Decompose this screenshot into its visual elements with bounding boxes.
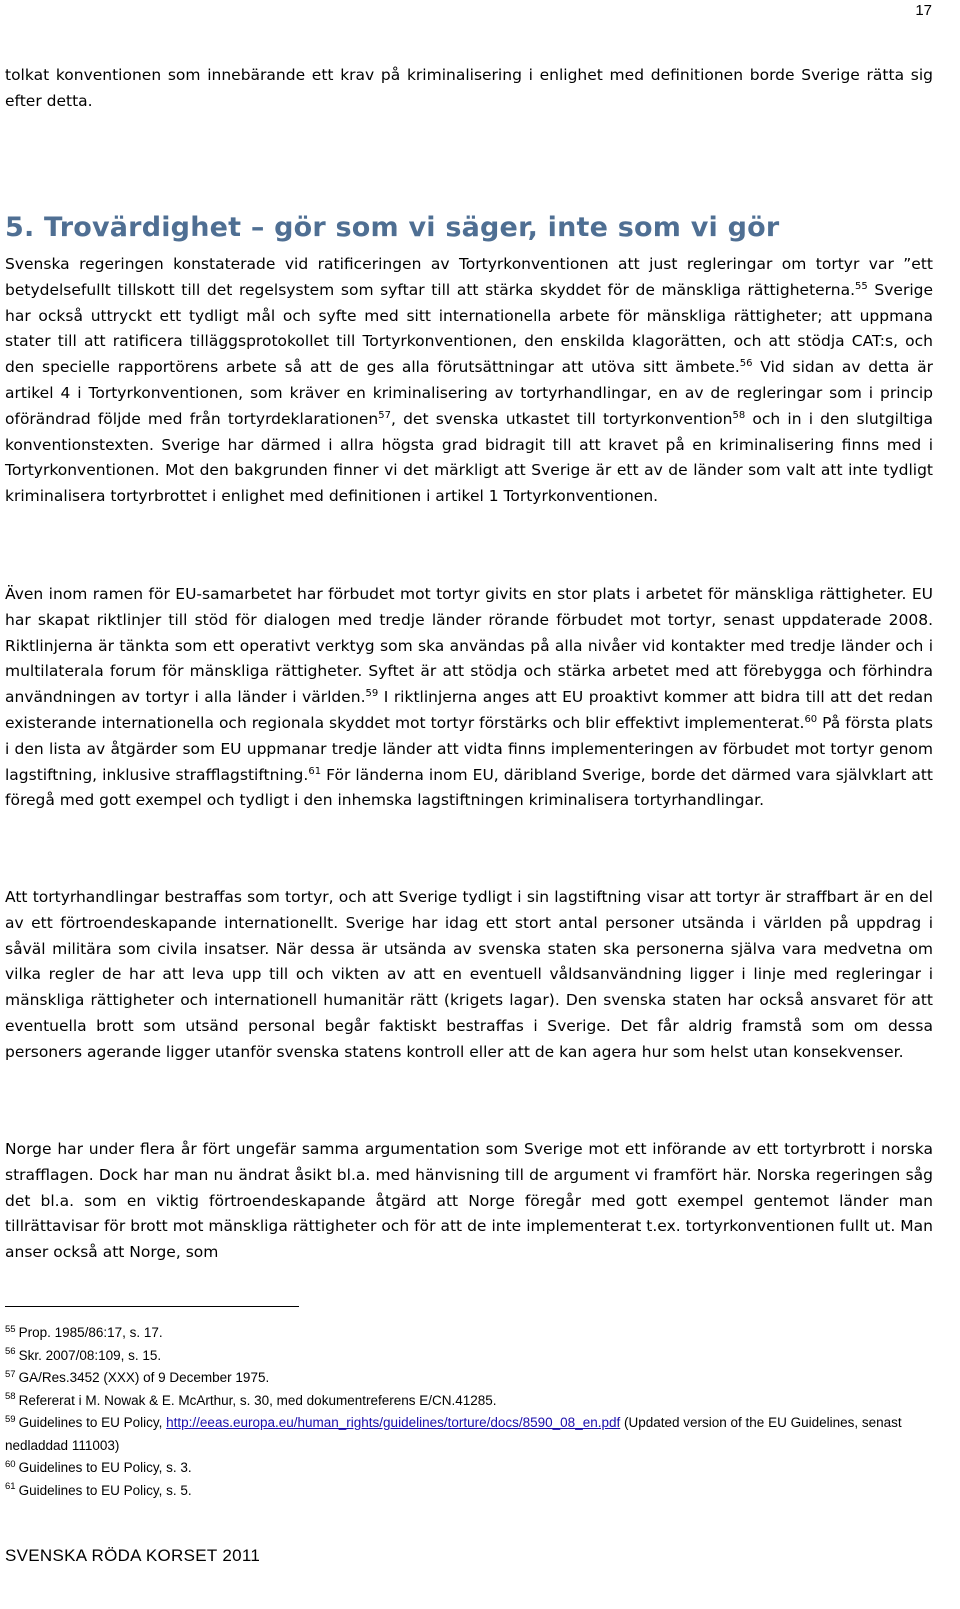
paragraph-4: Norge har under flera år fört ungefär samma argumentation som Sverige mot ett införande av ett tortyrbrott i norska strafflagen. Dock har man nu ändrat åsikt bl.a. med hänvisning till de argument vi framfört här. Norska regeringen såg det bl.a. som en viktig förtroendeskapande åtgärd att Norge föregår med gott exempel gentemot länder man tillrättavisar för brott mot mänskliga rättigheter och för att de inte implementerat t.ex. tortyrkonventionen fullt ut. Man anser också att Norge, som: [5, 1140, 933, 1262]
paragraph-1-text: Vid sidan av detta är artikel 4 i Tortyrkonventionen, som kräver en kriminalisering av tortyrhandlingar, en av de regleringar som i princip oförändrad följde med från tortyrdeklarationen: [5, 358, 933, 428]
footnote-ref-58[interactable]: 58: [732, 409, 746, 421]
footnote-text: Prop. 1985/86:17, s. 17.: [18, 1325, 163, 1340]
footnote-item: [5, 1412, 935, 1457]
page-footer: SVENSKA RÖDA KORSET 2011: [5, 1546, 261, 1565]
section-heading: 5. Trovärdighet – gör som vi säger, inte som vi gör: [5, 212, 780, 243]
paragraph-2-text: På första plats i den lista av åtgärder som EU uppmanar tredje länder att vidta finns implementeringen av förbudet mot tortyr genom lagstiftning, inklusive strafflagstiftning.: [5, 713, 933, 784]
guidelines-link[interactable]: http://eeas.europa.eu/human_rights/guidelines/torture/docs/8590_08_en.pdf: [166, 1415, 621, 1430]
footnote-item: [5, 1345, 935, 1368]
footnote-text: GA/Res.3452 (XXX) of 9 December 1975.: [18, 1370, 270, 1385]
footnote-text: (Updated version of the EU Guidelines, senast nedladdad 111003): [5, 1415, 902, 1453]
page-number: 17: [915, 2, 932, 19]
paragraph-2-text: I riktlinjerna anges att EU proaktivt kommer att bidra till att det redan existerande internationella och regionala skyddet mot tortyr förstärks och blir effektivt implementerat.: [5, 688, 933, 732]
footnote-item: [5, 1480, 935, 1503]
footnote-number: 57: [5, 1368, 16, 1380]
footnote-number: 55: [5, 1323, 16, 1335]
paragraph-3: Att tortyrhandlingar bestraffas som tortyr, och att Sverige tydligt i sin lagstiftning visar att tortyr är straffbart är en del av ett förtroendeskapande internationellt. Sverige har idag ett stort antal personer utsända i världen på uppdrag i såväl militära som civila insatser. När dessa är utsända av svenska staten ska personerna själva vara medvetna om vilka regler de har att leva upp till och vikten av att en eventuell våldsanvändning ligger i linje med regleringar i mänskliga rättigheter och internationell humanitär rätt (krigets lagar). Den svenska staten har också ansvaret för att eventuella brott som utsänd personal begår faktiskt bestraffas i Sverige. Det får aldrig framstå som om dessa personers agerande ligger utanför svenska statens kontroll eller att de kan agera hur som helst utan konsekvenser.: [5, 888, 933, 1061]
footnote-number: 61: [5, 1481, 16, 1492]
footnote-text: Guidelines to EU Policy, s. 3.: [18, 1460, 192, 1475]
footnote-ref-61[interactable]: 61: [308, 765, 322, 777]
footnote-number: 56: [5, 1346, 16, 1357]
footnote-item: [5, 1322, 935, 1345]
footnote-item: [5, 1390, 935, 1413]
paragraph-1: [5, 252, 933, 510]
footnote-ref-59[interactable]: 59: [365, 688, 379, 700]
footnote-item: [5, 1457, 935, 1480]
footnote-ref-55[interactable]: 55: [855, 280, 868, 292]
footnote-item: [5, 1367, 935, 1390]
paragraph-2-text: Även inom ramen för EU-samarbetet har förbudet mot tortyr givits en stor plats i arbetet för mänskliga rättigheter. EU har skapat riktlinjer till stöd för dialogen med tredje länder rörande förbudet mot tortyr, senast uppdaterade 2008. Riktlinjerna är tänkta som ett operativt verktyg som ska användas på alla nivåer vid kontakter med tredje länder och i multilaterala forum för mänskliga rättigheter. Syftet är att stödja och stärka arbetet med att förebygga och förhindra användningen av tortyr i alla länder i världen.: [5, 585, 933, 707]
footnote-number: 58: [5, 1391, 16, 1402]
footnote-ref-57[interactable]: 57: [378, 409, 391, 421]
paragraph-1-text: Sverige har också uttryckt ett tydligt mål och syfte med sitt internationella arbete för mänskliga rättigheter; att uppmana stater till att ratificera tilläggsprotokollet till Tortyrkonventionen, den enskilda klagorätten, och att stödja CAT:s, och den specielle rapportörens arbete så att de ges alla förutsättningar att utöva sitt ämbete.: [5, 280, 933, 377]
footnote-text: Skr. 2007/08:109, s. 15.: [18, 1347, 162, 1363]
footnote-ref-56[interactable]: 56: [739, 358, 753, 370]
footnote-text: Refererat i M. Nowak & E. McArthur, s. 30, med dokumentreferens E/CN.41285.: [18, 1392, 497, 1408]
footnote-number: 59: [5, 1413, 16, 1425]
footnote-text: Guidelines to EU Policy,: [18, 1415, 167, 1430]
intro-paragraph: tolkat konventionen som innebärande ett krav på kriminalisering i enlighet med definitionen borde Sverige rätta sig efter detta.: [5, 66, 933, 110]
footnote-separator: [5, 1306, 299, 1307]
footnote-number: 60: [5, 1458, 16, 1470]
footnote-text: Guidelines to EU Policy, s. 5.: [18, 1482, 192, 1498]
footnote-ref-60[interactable]: 60: [804, 713, 818, 725]
footnote-list: [5, 1322, 935, 1502]
paragraph-1-text: och in i den slutgiltiga konventionstexten. Sverige har därmed i allra högsta grad bidragit till att kravet på en kriminalisering finns med i Tortyrkonventionen. Mot den bakgrunden finner vi det märkligt att Sverige är ett av de länder som valt att inte tydligt kriminalisera tortyrbrottet i enlighet med definitionen i artikel 1 Tortyrkonventionen.: [5, 409, 933, 506]
paragraph-1-text: , det svenska utkastet till tortyrkonvention: [391, 409, 733, 428]
paragraph-2: [5, 582, 933, 814]
paragraph-2-text: För länderna inom EU, däribland Sverige, borde det därmed vara självklart att föregå med gott exempel och tydligt i den inhemska lagstiftningen kriminalisera tortyrhandlingar.: [5, 765, 933, 810]
paragraph-1-text: Svenska regeringen konstaterade vid ratificeringen av Tortyrkonventionen att just regleringar om tortyr var ”ett betydelsefullt tillskott till det regelsystem som syftar till att stärka skyddet för de mänskliga rättigheterna.: [5, 255, 933, 299]
